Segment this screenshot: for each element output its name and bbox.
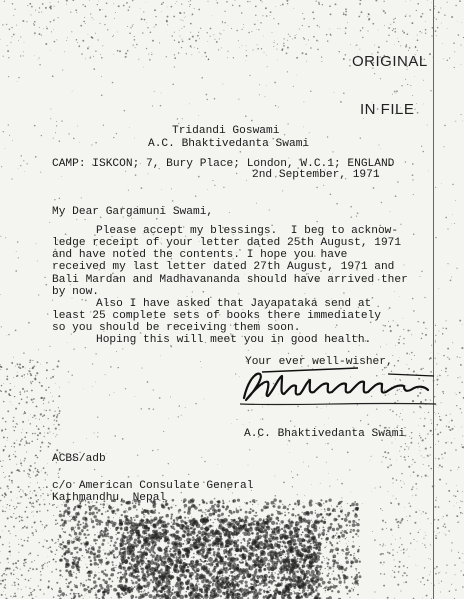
handwritten-signature <box>238 360 438 410</box>
body-line: Bali Mardan and Madhavananda should have arrived ther <box>52 274 408 286</box>
body-line: Hoping this will meet you in good health. <box>96 334 372 346</box>
address-line: Kathmandhu, Nepal <box>52 492 167 504</box>
body-line: Also I have asked that Jayapataka send at <box>96 298 372 310</box>
margin-fold-line <box>433 0 434 599</box>
body-line: least 25 complete sets of books there immediately <box>52 310 381 322</box>
original-in-file-stamp <box>352 22 428 150</box>
closing: Your ever well-wisher, <box>245 356 393 368</box>
initials: ACBS/adb <box>52 453 106 465</box>
camp-address: CAMP: ISKCON; 7, Bury Place; London, W.C.1; ENGLAND <box>52 158 395 170</box>
letterhead-title: Tridandi Goswami <box>172 125 280 137</box>
body-line: and have noted the contents. I hope you have <box>52 249 348 261</box>
letterhead-name: A.C. Bhaktivedanta Swami <box>148 138 310 150</box>
letter-date: 2nd September, 1971 <box>252 169 380 181</box>
address-line: c/o American Consulate General <box>52 480 254 492</box>
stamp-line-2: IN FILE <box>360 101 415 118</box>
salutation: My Dear Gargamuni Swami, <box>52 206 214 218</box>
body-line: by now. <box>52 286 99 298</box>
body-line: so you should be receiving them soon. <box>52 322 301 334</box>
body-line: received my last letter dated 27th August, 1971 and <box>52 261 395 273</box>
signature-name: A.C. Bhaktivedanta Swami <box>244 428 406 440</box>
body-line: ledge receipt of your letter dated 25th August, 1971 <box>52 237 402 249</box>
stamp-line-1: ORIGINAL <box>352 53 428 70</box>
body-line: Please accept my blessings. I beg to acknow- <box>96 225 399 237</box>
